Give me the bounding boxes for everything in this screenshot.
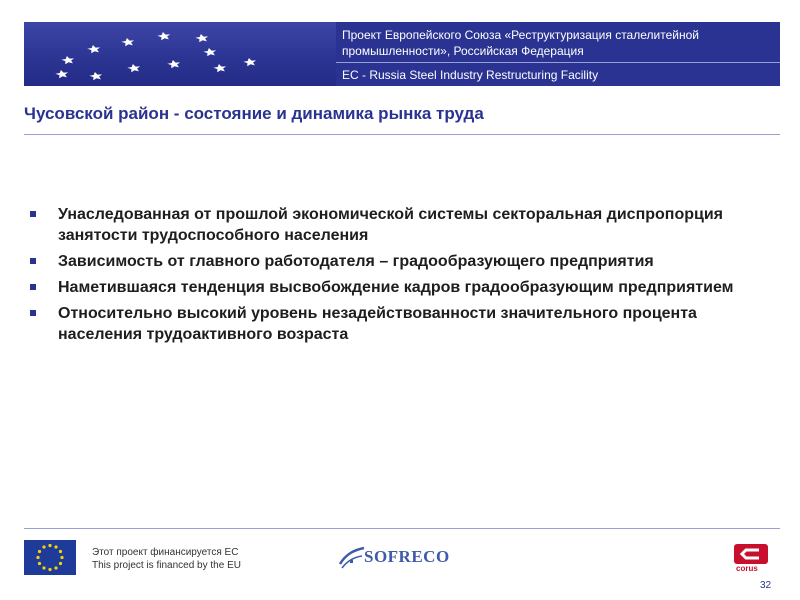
star-icon: [54, 31, 257, 80]
bullet-text: Унаследованная от прошлой экономической системы секторальная диспропорция занятости трудоспособного населения: [58, 206, 723, 244]
bullet-list: [30, 204, 750, 350]
sofreco-logo: [338, 540, 468, 574]
list-item: [30, 303, 750, 345]
financing-note-en: This project is financed by the EU: [92, 560, 241, 571]
list-item: [30, 251, 750, 272]
square-bullet-icon: [30, 211, 36, 217]
bullet-text: Зависимость от главного работодателя – градообразующего предприятия: [58, 253, 654, 270]
list-item: [30, 204, 750, 246]
bullet-text: Наметившаяся тенденция высвобождение кадров градообразующим предприятием: [58, 279, 734, 296]
project-title-panel: [336, 22, 780, 86]
title-divider: [24, 134, 780, 135]
square-bullet-icon: [30, 284, 36, 290]
bullet-text: Относительно высокий уровень незадействованности значительного процента населения трудоактивного возраста: [58, 305, 697, 343]
financing-note: [92, 546, 241, 572]
corus-logo: [732, 544, 772, 574]
page-title: Чусовской район - состояние и динамика рынка труда: [24, 104, 484, 123]
list-item: [30, 277, 750, 298]
project-title-ru: Проект Европейского Союза «Реструктуризация сталелитейной промышленности», Российская Федерация: [342, 28, 699, 58]
stars-decoration: [24, 22, 336, 86]
sofreco-wordmark: SOFRECO: [364, 547, 450, 566]
eu-stars-panel: [24, 22, 336, 86]
square-bullet-icon: [30, 258, 36, 264]
square-bullet-icon: [30, 310, 36, 316]
header-banner: [24, 22, 780, 86]
page-number: 32: [760, 580, 772, 591]
project-title-en: EC - Russia Steel Industry Restructuring Facility: [342, 68, 599, 82]
financing-note-ru: Этот проект финансируется ЕС: [92, 547, 239, 558]
eu-flag-icon: [24, 540, 76, 575]
corus-wordmark: corus: [736, 564, 758, 573]
header-divider: [336, 62, 780, 63]
corus-mark-icon: [732, 544, 772, 566]
footer-divider: [24, 528, 780, 529]
